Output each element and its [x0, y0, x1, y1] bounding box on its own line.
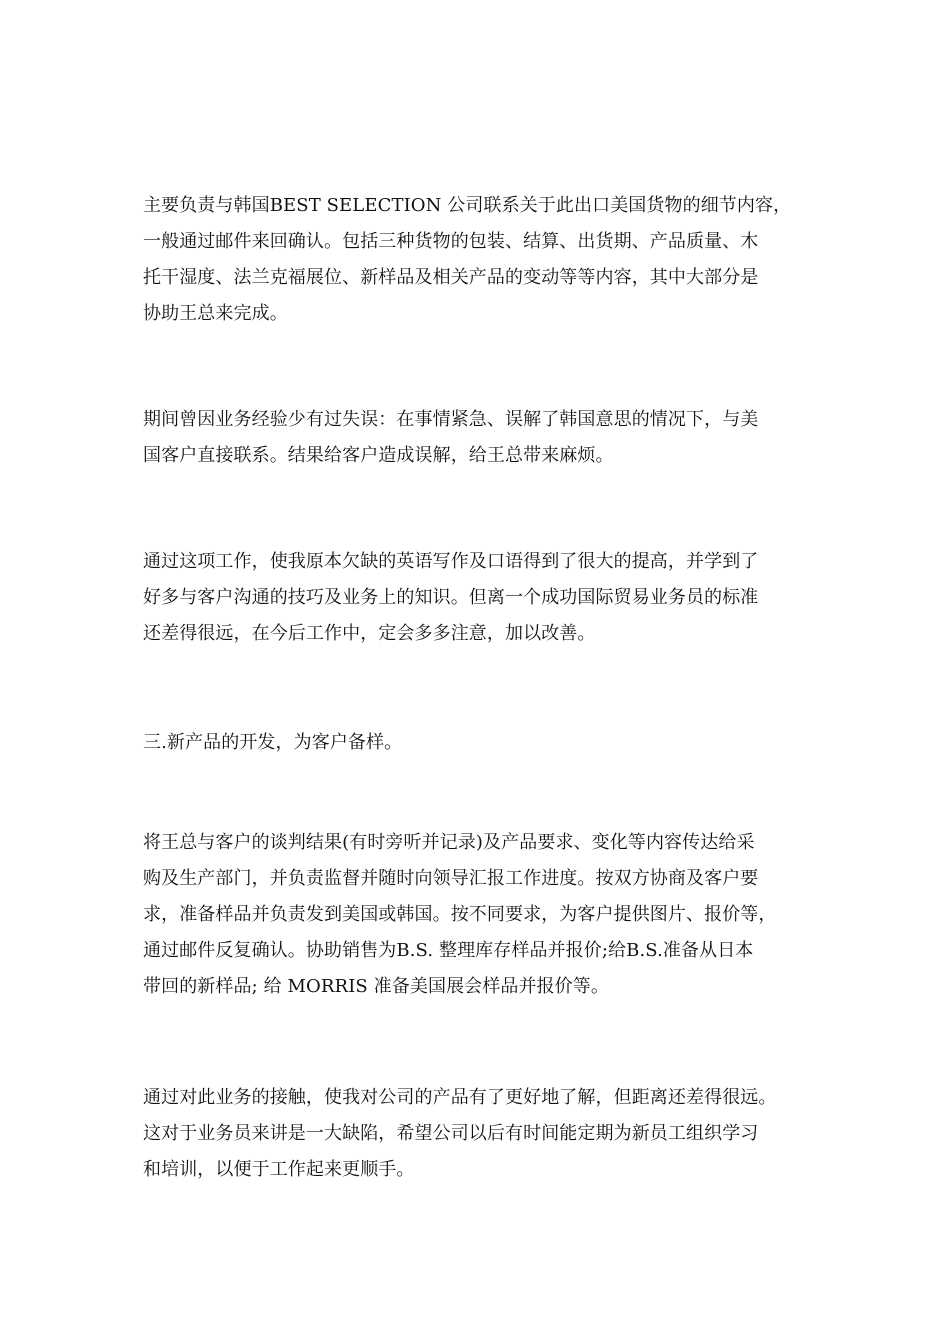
paragraph-mistake: [143, 402, 833, 474]
text-line: 这对于业务员来讲是一大缺陷，希望公司以后有时间能定期为新员工组织学习: [143, 1123, 759, 1144]
paragraph-sample-prep: [143, 825, 833, 1005]
text-line: 通过这项工作，使我原本欠缺的英语写作及口语得到了很大的提高，并学到了: [143, 551, 759, 572]
text-line: 求，准备样品并负责发到美国或韩国。按不同要求，为客户提供图片、报价等，: [143, 904, 777, 925]
text-line: 国客户直接联系。结果给客户造成误解，给王总带来麻烦。: [143, 445, 614, 466]
text-line: 期间曾因业务经验少有过失误：在事情紧急、误解了韩国意思的情况下，与美: [143, 409, 759, 430]
paragraph-reflection: [143, 1080, 833, 1188]
text-line: 购及生产部门，并负责监督并随时向领导汇报工作进度。按双方协商及客户要: [143, 868, 759, 889]
text-line: 托干湿度、法兰克福展位、新样品及相关产品的变动等等内容，其中大部分是: [143, 267, 759, 288]
text-line: 好多与客户沟通的技巧及业务上的知识。但离一个成功国际贸易业务员的标准: [143, 587, 759, 608]
section-heading-new-products: [143, 725, 833, 761]
section-heading: 三.新产品的开发，为客户备样。: [143, 732, 403, 753]
text-line: 将王总与客户的谈判结果(有时旁听并记录)及产品要求、变化等内容传达给采: [143, 832, 755, 853]
text-line: 通过邮件反复确认。协助销售为B.S. 整理库存样品并报价;给B.S.准备从日本: [143, 940, 754, 961]
paragraph-improvement: [143, 544, 833, 652]
paragraph-korea-liaison: [143, 188, 833, 332]
text-line: 一般通过邮件来回确认。包括三种货物的包装、结算、出货期、产品质量、木: [143, 231, 759, 252]
text-line: 协助王总来完成。: [143, 303, 288, 324]
text-line: 带回的新样品; 给 MORRIS 准备美国展会样品并报价等。: [143, 976, 609, 997]
text-line: 和培训，以便于工作起来更顺手。: [143, 1159, 415, 1180]
text-line: 通过对此业务的接触，使我对公司的产品有了更好地了解，但距离还差得很远。: [143, 1087, 777, 1108]
text-line: 主要负责与韩国BEST SELECTION 公司联系关于此出口美国货物的细节内容，: [143, 195, 792, 216]
text-line: 还差得很远，在今后工作中，定会多多注意，加以改善。: [143, 623, 596, 644]
